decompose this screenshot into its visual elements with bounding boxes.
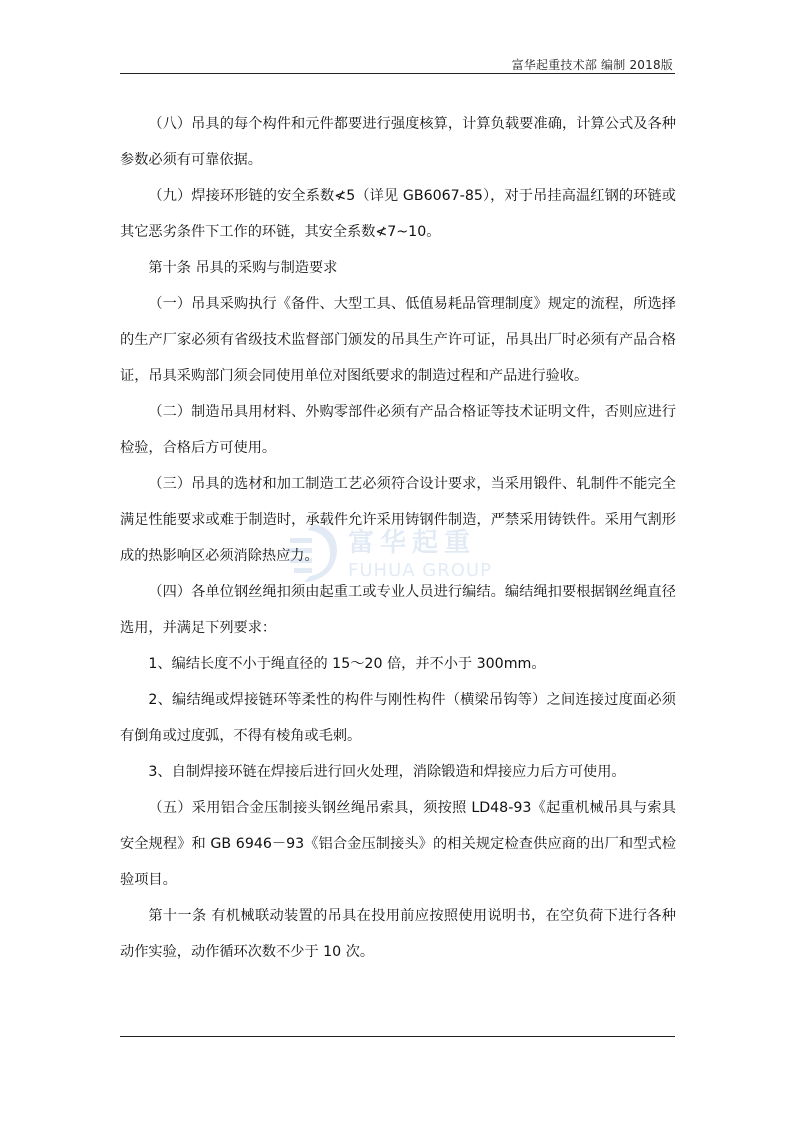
footer-rule: [120, 1036, 675, 1037]
paragraph-item-3: （三）吊具的选材和加工制造工艺必须符合设计要求，当采用锻件、轧制件不能完全满足性能要求或难于制造时，承载件允许采用铸钢件制造，严禁采用铸铁件。采用气割形成的热影响区必须消除热应力。: [120, 476, 676, 564]
list-item-1: 1、编结长度不小于绳直径的 15～20 倍，并不小于 300mm。: [148, 656, 546, 672]
page-header-text: 富华起重技术部 编制 2018版: [511, 58, 673, 72]
watermark-cn-text: 富华起重: [348, 528, 477, 558]
paragraph-item-2: （二）制造吊具用材料、外购零部件必须有产品合格证等技术证明文件，否则应进行检验，合格后方可使用。: [120, 404, 676, 456]
document-body: [120, 106, 676, 970]
article-11-paragraph: 第十一条 有机械联动装置的吊具在投用前应按照使用说明书，在空负荷下进行各种动作实验，动作循环次数不少于 10 次。: [120, 908, 676, 960]
watermark-en-text: FUHUA GROUP: [348, 560, 492, 581]
list-item-2: 2、编结绳或焊接链环等柔性的构件与刚性构件（横梁吊钩等）之间连接过度面必须有倒角或过度弧，不得有棱角或毛刺。: [120, 692, 676, 744]
article-10-heading: 第十条 吊具的采购与制造要求: [148, 260, 338, 276]
header-rule: [120, 73, 675, 74]
paragraph-item-9: （九）焊接环形链的安全系数≮5（详见 GB6067-85），对于吊挂高温红钢的环链或其它恶劣条件下工作的环链，其安全系数≮7~10。: [120, 188, 676, 240]
paragraph-item-8: （八）吊具的每个构件和元件都要进行强度核算，计算负载要准确，计算公式及各种参数必须有可靠依据。: [120, 116, 676, 168]
list-item-3: 3、自制焊接环链在焊接后进行回火处理，消除锻造和焊接应力后方可使用。: [148, 764, 626, 780]
paragraph-item-5: （五）采用铝合金压制接头钢丝绳吊索具，须按照 LD48-93《起重机械吊具与索具安全规程》和 GB 6946－93《铝合金压制接头》的相关规定检查供应商的出厂和型式检验项目。: [120, 800, 676, 888]
paragraph-item-1: （一）吊具采购执行《备件、大型工具、低值易耗品管理制度》规定的流程，所选择的生产厂家必须有省级技术监督部门颁发的吊具生产许可证，吊具出厂时必须有产品合格证，吊具采购部门须会同使用单位对图纸要求的制造过程和产品进行验收。: [120, 296, 676, 384]
paragraph-item-4: （四）各单位钢丝绳扣须由起重工或专业人员进行编结。编结绳扣要根据钢丝绳直径选用，并满足下列要求：: [120, 584, 676, 636]
